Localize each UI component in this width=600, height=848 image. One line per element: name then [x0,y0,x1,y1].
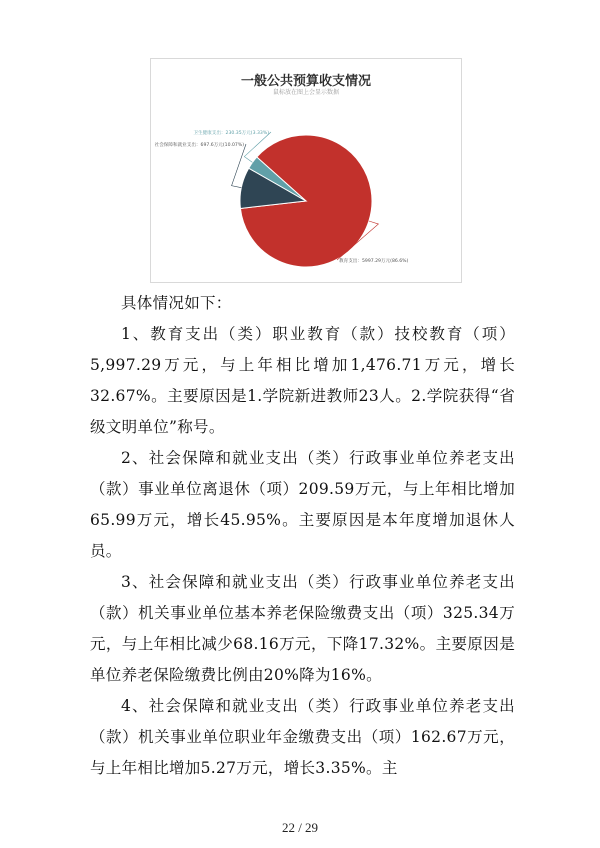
pie-label-2: 卫生健康支出：230.35万元(3.33%) [193,131,269,136]
document-body [90,288,515,784]
chart-title: 一般公共预算收支情况 [240,74,371,89]
paragraph-education: 1、教育支出（类）职业教育（款）技校教育（项）5,997.29万元，与上年相比增加1,476.71万元，增长32.67%。主要原因是1.学院新进教师23人。2.学院获得“省级文明单位”称号。 [90,325,515,436]
pie-chart [151,59,461,282]
paragraph-pension-insurance: 3、社会保障和就业支出（类）行政事业单位养老支出（款）机关事业单位基本养老保险缴费支出（项）325.34万元，与上年相比减少68.16万元，下降17.32%。主要原因是单位养老保险缴费比例由20%降为16%。 [90,573,515,684]
paragraph-retirement: 2、社会保障和就业支出（类）行政事业单位养老支出（款）事业单位离退休（项）209.59万元，与上年相比增加65.99万元，增长45.95%。主要原因是本年度增加退休人员。 [90,449,515,560]
pie-label-1: 社会保障和就业支出：697.6万元(10.07%) [154,143,244,148]
pie-chart-panel [150,58,462,283]
chart-subtitle: 鼠标放在图上会显示数据 [272,89,339,96]
intro-line: 具体情况如下： [121,294,232,312]
pie-label-0: 教育支出：5997.29万元(86.6%) [339,259,409,264]
paragraph-occupational-annuity: 4、社会保障和就业支出（类）行政事业单位养老支出（款）机关事业单位职业年金缴费支出（项）162.67万元，与上年相比增加5.27万元，增长3.35%。主 [90,697,515,777]
page-number: 22 / 29 [281,820,319,835]
